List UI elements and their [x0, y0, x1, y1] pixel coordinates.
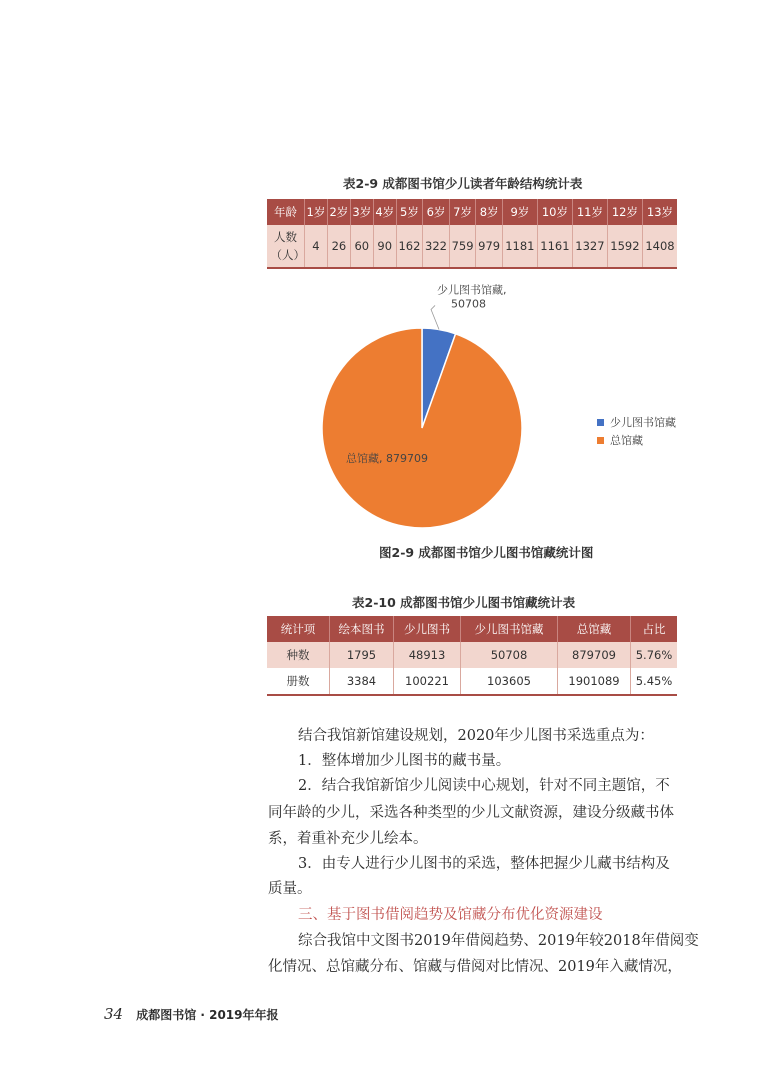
age-cell: 8岁: [476, 199, 503, 225]
table-header-row: [267, 616, 677, 642]
table-cell: 103605: [461, 668, 558, 695]
table-header-row: [267, 199, 677, 225]
paragraph-2: 1．整体增加少儿图书的藏书量。: [298, 753, 511, 769]
count-cell: 162: [396, 225, 423, 268]
table-row: [267, 668, 677, 695]
table-cell: 5.76%: [631, 642, 678, 668]
row-label-age: 年龄: [267, 199, 305, 225]
pie-label-children: 少儿图书馆藏,: [437, 283, 507, 297]
paragraph-5-line-1: 综合我馆中文图书2019年借阅趋势、2019年较2018年借阅变: [298, 933, 699, 949]
pie-slice-1: [322, 328, 522, 528]
paragraph-3-line-3: 系，着重补充少儿绘本。: [268, 831, 428, 847]
pie-leader-line: [431, 305, 439, 329]
header-cell: 统计项: [267, 616, 330, 642]
age-cell: 11岁: [572, 199, 607, 225]
age-cell: 6岁: [423, 199, 450, 225]
age-structure-table: [267, 199, 677, 269]
age-cell: 5岁: [396, 199, 423, 225]
legend-swatch-orange: [597, 437, 604, 444]
count-cell: 1408: [642, 225, 677, 268]
age-cell: 1岁: [305, 199, 328, 225]
age-cell: 13岁: [642, 199, 677, 225]
count-cell: 4: [305, 225, 328, 268]
table-cell: 5.45%: [631, 668, 678, 695]
pie-label-total: 总馆藏, 879709: [346, 452, 428, 465]
count-cell: 1181: [502, 225, 537, 268]
table-cell: 种数: [267, 642, 330, 668]
age-cell: 4岁: [373, 199, 396, 225]
legend-swatch-blue: [597, 419, 604, 426]
paragraph-1: 结合我馆新馆建设规划，2020年少儿图书采选重点为：: [298, 728, 654, 744]
count-cell: 60: [350, 225, 373, 268]
header-cell: 总馆藏: [558, 616, 631, 642]
header-cell: 少儿图书: [394, 616, 461, 642]
page-number: 34: [104, 1005, 124, 1023]
paragraph-3-line-2: 同年龄的少儿，采选各种类型的少儿文献资源，建设分级藏书体: [268, 805, 674, 821]
table-cell: 册数: [267, 668, 330, 695]
age-cell: 2岁: [327, 199, 350, 225]
count-cell: 1592: [607, 225, 642, 268]
legend-item-total: [597, 432, 643, 448]
count-cell: 979: [476, 225, 503, 268]
table-cell: 3384: [330, 668, 394, 695]
page-footer: [104, 1004, 279, 1023]
legend-item-children: [597, 414, 676, 430]
count-cell: 1161: [537, 225, 572, 268]
table-cell: 50708: [461, 642, 558, 668]
pie-value-children: 50708: [451, 297, 487, 311]
count-cell: 1327: [572, 225, 607, 268]
table-cell: 100221: [394, 668, 461, 695]
header-cell: 少儿图书馆藏: [461, 616, 558, 642]
count-cell: 26: [327, 225, 350, 268]
header-cell: 绘本图书: [330, 616, 394, 642]
table-cell: 1901089: [558, 668, 631, 695]
paragraph-4-line-2: 质量。: [268, 881, 312, 897]
table-cell: 1795: [330, 642, 394, 668]
age-cell: 12岁: [607, 199, 642, 225]
table2-caption: 表2-10 成都图书馆少儿图书馆藏统计表: [352, 595, 576, 610]
table-row: [267, 642, 677, 668]
age-cell: 9岁: [502, 199, 537, 225]
table-cell: 879709: [558, 642, 631, 668]
table1-caption: 表2-9 成都图书馆少儿读者年龄结构统计表: [343, 176, 583, 191]
collection-table: [267, 616, 677, 696]
row-label-count: [267, 225, 305, 268]
header-cell: 占比: [631, 616, 678, 642]
legend-label-children: 少儿图书馆藏: [610, 416, 676, 429]
table-cell: 48913: [394, 642, 461, 668]
table-row: [267, 225, 677, 268]
count-cell: 322: [423, 225, 450, 268]
row-label-count-text: 人数（人）: [270, 230, 305, 262]
paragraph-3-line-1: 2．结合我馆新馆少儿阅读中心规划，针对不同主题馆，不: [298, 778, 670, 794]
age-cell: 7岁: [449, 199, 476, 225]
legend-label-total: 总馆藏: [610, 434, 643, 447]
section-heading: 三、基于图书借阅趋势及馆藏分布优化资源建设: [298, 907, 603, 923]
paragraph-4-line-1: 3．由专人进行少儿图书的采选，整体把握少儿藏书结构及: [298, 856, 670, 872]
age-cell: 3岁: [350, 199, 373, 225]
footer-text: 成都图书馆 · 2019年年报: [136, 1008, 279, 1022]
count-cell: 759: [449, 225, 476, 268]
figure-caption: 图2-9 成都图书馆少儿图书馆藏统计图: [379, 545, 594, 560]
paragraph-5-line-2: 化情况、总馆藏分布、馆藏与借阅对比情况、2019年入藏情况，: [268, 959, 682, 975]
age-cell: 10岁: [537, 199, 572, 225]
count-cell: 90: [373, 225, 396, 268]
